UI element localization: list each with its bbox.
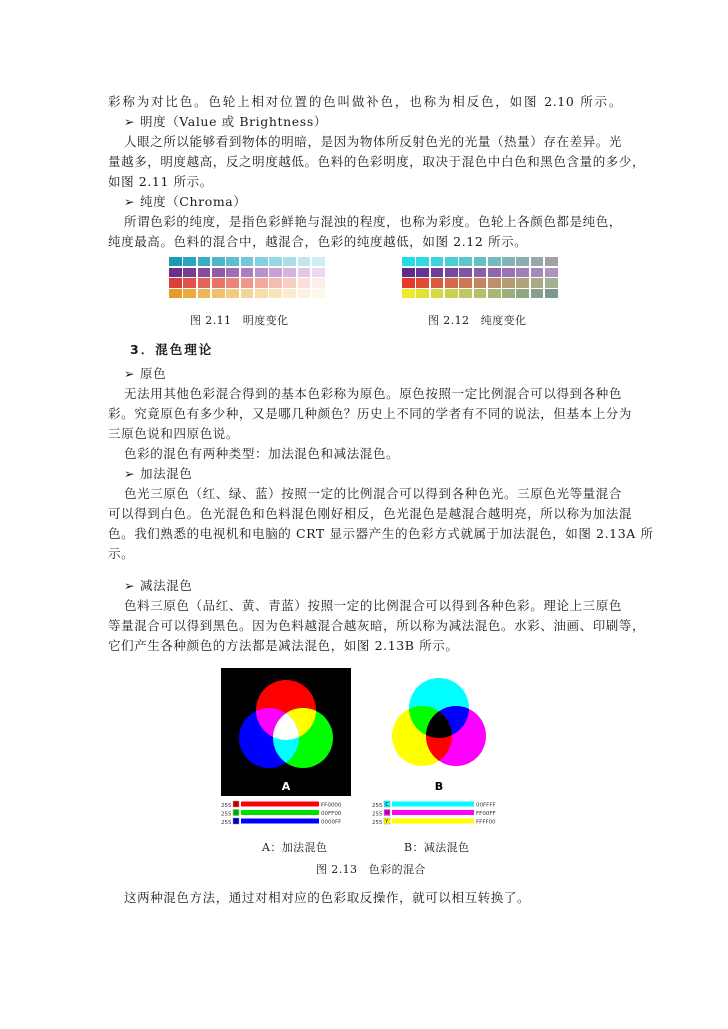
hex-value: FF0000: [321, 802, 342, 809]
color-swatch: [401, 267, 416, 278]
paragraph-line: 这两种混色方法，通过对相对应的色彩取反操作，就可以相互转换了。: [124, 890, 531, 905]
color-swatch: [240, 288, 255, 299]
color-swatch: [530, 267, 545, 278]
bullet-additive: [124, 464, 192, 484]
color-swatch: [168, 267, 183, 278]
slider-value: 255: [372, 820, 383, 826]
color-swatch: [297, 277, 312, 288]
color-swatch: [168, 256, 183, 267]
bullet-primary: [124, 364, 166, 384]
channel-label: M: [385, 810, 390, 817]
cmy-sliders: [372, 800, 508, 828]
color-swatch: [282, 267, 297, 278]
color-swatch: [473, 288, 488, 299]
paragraph-line: 示。: [108, 546, 135, 561]
paragraph-line: 彩称为对比色。色轮上相对位置的色叫做补色，也称为相反色，如图 2.10 所示。: [108, 94, 622, 109]
color-swatch: [473, 267, 488, 278]
bullet-chroma: [124, 192, 246, 212]
hex-value: 0000FF: [321, 819, 342, 826]
color-swatch: [487, 288, 502, 299]
bullet-text: 减法混色: [140, 578, 193, 593]
color-swatch: [182, 256, 197, 267]
color-swatch: [473, 277, 488, 288]
bullet-text: 加法混色: [140, 466, 193, 481]
color-swatch: [240, 256, 255, 267]
channel-label: C: [385, 802, 389, 809]
color-swatch: [297, 267, 312, 278]
color-swatch: [430, 288, 445, 299]
panel-letter: A: [281, 780, 291, 793]
figure-caption: 图 2.13 色彩的混合: [316, 863, 426, 876]
paragraph-line: 彩。究竟原色有多少种，又是哪几种颜色？历史上不同的学者有不同的说法，但基本上分为: [108, 406, 633, 421]
channel-label: R: [234, 802, 238, 809]
paragraph-line: 可以得到白色。色光混色和色料混色刚好相反，色光混色是越混合越明亮，所以称为加法混: [108, 506, 633, 521]
subtractive-circles: [370, 668, 508, 796]
channel-bar: [241, 802, 319, 807]
color-swatch: [240, 267, 255, 278]
paragraph-line: 无法用其他色彩混合得到的基本色彩称为原色。原色按照一定比例混合可以得到各种色: [124, 386, 622, 401]
paragraph-line: 色。我们熟悉的电视机和电脑的 CRT 显示器产生的色彩方式就属于加法混色，如图 2.13A 所: [108, 526, 654, 541]
hex-value: FF00FF: [476, 811, 496, 817]
color-swatch: [415, 256, 430, 267]
color-swatch: [487, 267, 502, 278]
additive-mixing-panel: [221, 668, 351, 796]
color-swatch: [401, 288, 416, 299]
channel-label: Y: [385, 819, 389, 826]
hex-value: 00FFFF: [476, 802, 496, 809]
channel-bar: [241, 810, 319, 815]
color-swatch: [530, 256, 545, 267]
color-swatch: [544, 256, 559, 267]
slider-value: 255: [221, 820, 232, 826]
panel-letter: B: [434, 780, 444, 793]
color-swatch: [297, 256, 312, 267]
color-swatch: [487, 277, 502, 288]
sub-caption-a: A：加法混色: [262, 841, 328, 854]
chroma-swatch-grid: [401, 256, 559, 299]
color-swatch: [430, 277, 445, 288]
color-swatch: [211, 256, 226, 267]
color-swatch: [182, 267, 197, 278]
channel-label: B: [234, 819, 238, 826]
value-swatch-grid: [168, 256, 326, 299]
color-swatch: [401, 256, 416, 267]
channel-bar: [241, 819, 319, 824]
paragraph-line: 它们产生各种颜色的方法都是减法混色，如图 2.13B 所示。: [108, 638, 459, 653]
paragraph-line: 人眼之所以能够看到物体的明暗，是因为物体所反射色光的光量（热量）存在差异。光: [124, 134, 622, 149]
color-swatch: [211, 267, 226, 278]
arrow-bullet-icon: ➢: [124, 366, 136, 381]
color-swatch: [530, 288, 545, 299]
bullet-text: 纯度（Chroma）: [140, 194, 247, 209]
bullet-text: 明度（Value 或 Brightness）: [140, 114, 327, 129]
color-swatch: [544, 267, 559, 278]
color-swatch: [311, 277, 326, 288]
color-swatch: [444, 277, 459, 288]
additive-circles: [221, 668, 351, 796]
bullet-text: 原色: [140, 366, 167, 381]
slider-value: 255: [221, 803, 232, 809]
arrow-bullet-icon: ➢: [124, 466, 136, 481]
color-swatch: [254, 288, 269, 299]
color-swatch: [211, 277, 226, 288]
color-swatch: [268, 277, 283, 288]
rgb-sliders: [221, 800, 351, 828]
slider-value: 255: [221, 811, 232, 818]
channel-bar: [392, 802, 474, 807]
paragraph-line: 色料三原色（品红、黄、青蓝）按照一定的比例混合可以得到各种色彩。理论上三原色: [124, 598, 622, 613]
color-swatch: [515, 288, 530, 299]
color-swatch: [311, 288, 326, 299]
paragraph-line: 量越多，明度越高，反之明度越低。色料的色彩明度，取决于混色中白色和黑色含量的多少，: [108, 154, 646, 169]
subtractive-mixing-panel: [370, 668, 508, 796]
figure-caption: 图 2.11 明度变化: [190, 314, 289, 327]
arrow-bullet-icon: ➢: [124, 578, 136, 593]
color-swatch: [240, 277, 255, 288]
paragraph-line: 色彩的混色有两种类型：加法混色和减法混色。: [124, 446, 400, 461]
paragraph-line: 纯度最高。色料的混合中，越混合，色彩的纯度越低，如图 2.12 所示。: [108, 234, 528, 249]
section-heading: 3．混色理论: [130, 342, 214, 357]
color-swatch: [415, 267, 430, 278]
bullet-subtractive: [124, 576, 192, 596]
hex-value: FFFF00: [476, 819, 496, 826]
color-swatch: [197, 288, 212, 299]
channel-label: G: [234, 810, 239, 817]
color-swatch: [168, 288, 183, 299]
color-swatch: [282, 256, 297, 267]
bullet-value: [124, 112, 327, 132]
color-swatch: [225, 277, 240, 288]
color-swatch: [254, 277, 269, 288]
hex-value: 00FF00: [321, 811, 342, 817]
color-swatch: [501, 267, 516, 278]
color-swatch: [282, 288, 297, 299]
color-swatch: [444, 256, 459, 267]
color-swatch: [225, 256, 240, 267]
slider-value: 255: [372, 803, 383, 809]
channel-bar: [392, 810, 474, 815]
color-swatch: [297, 288, 312, 299]
color-swatch: [268, 288, 283, 299]
color-swatch: [458, 288, 473, 299]
color-swatch: [473, 256, 488, 267]
color-swatch: [444, 267, 459, 278]
paragraph-line: 色光三原色（红、绿、蓝）按照一定的比例混合可以得到各种色光。三原色光等量混合: [124, 486, 622, 501]
color-swatch: [225, 267, 240, 278]
color-swatch: [182, 288, 197, 299]
color-swatch: [268, 256, 283, 267]
color-swatch: [458, 256, 473, 267]
color-swatch: [444, 288, 459, 299]
color-swatch: [311, 256, 326, 267]
color-swatch: [544, 277, 559, 288]
color-swatch: [197, 256, 212, 267]
paragraph-line: 如图 2.11 所示。: [108, 174, 213, 189]
color-swatch: [487, 256, 502, 267]
color-swatch: [530, 277, 545, 288]
color-swatch: [197, 277, 212, 288]
paragraph-line: 等量混合可以得到黑色。因为色料越混合越灰暗，所以称为减法混色。水彩、油画、印刷等，: [108, 618, 646, 633]
color-swatch: [254, 267, 269, 278]
color-swatch: [430, 256, 445, 267]
paragraph-line: 三原色说和四原色说。: [108, 426, 240, 441]
arrow-bullet-icon: ➢: [124, 194, 136, 209]
color-swatch: [544, 288, 559, 299]
arrow-bullet-icon: ➢: [124, 114, 136, 129]
color-swatch: [211, 288, 226, 299]
color-swatch: [458, 267, 473, 278]
color-swatch: [168, 277, 183, 288]
color-swatch: [430, 267, 445, 278]
color-swatch: [415, 288, 430, 299]
color-swatch: [515, 267, 530, 278]
channel-bar: [392, 819, 474, 824]
color-swatch: [515, 256, 530, 267]
sub-caption-b: B：减法混色: [404, 841, 470, 854]
color-swatch: [401, 277, 416, 288]
color-swatch: [501, 288, 516, 299]
color-swatch: [182, 277, 197, 288]
color-swatch: [515, 277, 530, 288]
color-swatch: [268, 267, 283, 278]
color-swatch: [415, 277, 430, 288]
color-swatch: [282, 277, 297, 288]
color-swatch: [458, 277, 473, 288]
color-swatch: [254, 256, 269, 267]
color-swatch: [311, 267, 326, 278]
slider-value: 255: [372, 811, 383, 818]
color-swatch: [501, 277, 516, 288]
figure-caption: 图 2.12 纯度变化: [428, 314, 527, 327]
color-swatch: [225, 288, 240, 299]
paragraph-line: 所谓色彩的纯度，是指色彩鲜艳与混浊的程度，也称为彩度。色轮上各颜色都是纯色，: [124, 214, 622, 229]
color-swatch: [501, 256, 516, 267]
color-swatch: [197, 267, 212, 278]
